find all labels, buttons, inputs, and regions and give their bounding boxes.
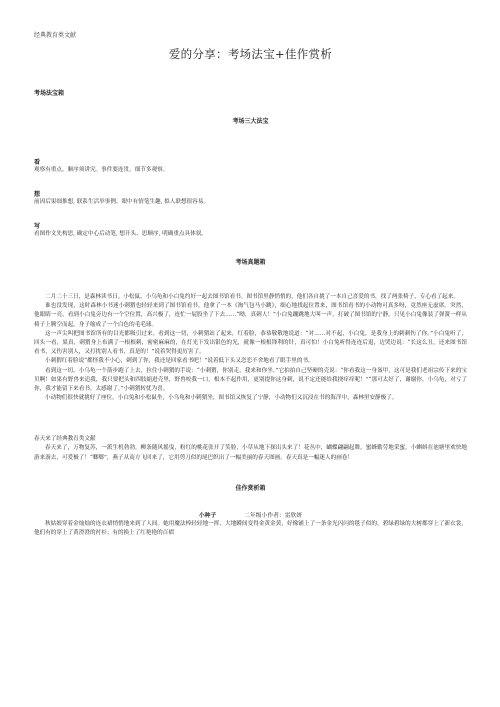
tip-text: 前因后果细推想, 联系生活举事例。眼中有情笔生趣, 拟人联想很容易。 [34,199,209,205]
tip-label: 想 [34,191,41,198]
tip-item-think [34,189,467,207]
tip-label: 写 [34,223,41,230]
showcase-paragraph: 秋姑娘穿着金灿灿的连衣裙悄悄地来到了人间。她用魔法棒轻轻地一挥，大地瞬间变得金黄金黄，好像铺上了一条金光闪闪的毯子似的。碧绿碧绿的大树都穿上了新衣裳，他们有的穿上了黄澄澄的衬衫；有的换上了红艳艳的百褶 [34,520,467,537]
tip-item-write [34,221,467,239]
section-heading-exam-tips: 考场法宝箱 [34,90,65,97]
story-paragraph: 小刺猬红着脸说“都怪我不小心，刺到了你，我还是回家看书吧！”说着低下头又恋恋不舍地看了眼手里的书。 [45,358,314,365]
tip-label: 看 [34,159,41,166]
story-paragraph: 二月二十三日，是森林读书日。小松鼠、小乌龟和小白兔约好一起去图书馆看书。图书馆里静悄悄的，他们各自挑了一本自己喜爱的书，找了两张椅子，专心看了起来。 [45,294,459,300]
document-header: 经典教育类文献 [34,32,77,39]
story-paragraph: 谁也没发现，这时森林小书迷小刺猬也轻轻来到了图书馆看书。他拿了一本《淘气包马小跳》，细心地找起位置来，图书馆看书的小动物可真多呀，竟然座无虚席。突然，他眼睛一亮，看到小白兔旁边有一个空位置，高兴极了，连忙一屁股坐了下去……“呦，真刺人！”小白兔蹦跳地大叫一声，打破了图书馆的宁静。只见小白兔像装了弹簧一样从椅子上腾空而起，身子缩成了一个白色的毛毛球。 [34,303,467,328]
story-paragraph: 这一声尖叫把图书馆所有的目光都吸引过来。看到这一切，小刺猬站了起来，红着脸，恭恭敬敬地说道：“对……对不起，小白兔，是我身上的刺刺伤了你。”小白兔听了，回头一看，果真，刺猬身上布满了一根根刺，密密麻麻的，在灯光下发出银色的光，就像一根根锋利的针，真可怕！小白兔听得连连后退，边哭边说：“长这么丑，还来图书馆看书，又伤害别人，又打扰别人看书，真是的！”说着哭得更厉害了。 [34,330,467,356]
tip-text: 看图作文先构思, 确定中心后动笔, 想开头、思顺序, 明确重点具体叙。 [34,231,207,237]
section-heading-real-questions: 考场真题箱 [235,259,266,266]
spring-paragraph: 春天来了，万物复苏，一派生机勃勃。柳条随风摇曳，粉红的桃花张开了笑脸，小草从地下探出头来了！花丛中，蝴蝶翩翩起舞，蜜蜂勤劳地采蜜。小蝌蚪在池塘里欢快地游来游去，可爱极了！“啷啷”，燕子从南方飞回来了，它用剪刀似的尾巴织出了一幅美丽的春天图画。春天真是一幅迷人的画卷！ [34,445,467,461]
tip-text: 观察有重点，顺序须讲究。事件要连贯，细节多观察。 [34,167,169,173]
story-title: 小种子 [198,512,217,519]
spring-header: 春天来了经典教育类文献 [34,436,96,443]
story-library [34,293,467,403]
story-author: 二年级小作者：雷欣妍 [244,512,303,519]
story-paragraph: 小动物们很快就挑好了座位，小白兔和小松鼠坐，小乌龟和小刺猬坐，图书馆又恢复了宁静，小动物们又沉浸在书的海洋中，森林里安静极了。 [45,395,398,402]
story-byline [34,510,467,519]
section-heading-showcase: 佳作赏析箱 [235,484,266,492]
subheading-three-tips: 考场三大法宝 [232,118,269,125]
story-paragraph: 看到这一切，小乌龟一个箭步跑了上去，拉住小刺猬的手说：“小刺猬，你别走，我来和你坐。”它拍拍自己坚硬的壳说：“你看我这一身盔甲，这可是我们老祖宗传下来的宝贝啊！如果有野兽来追我，我只要把头和四肢缩进壳里，野兽咬我一口，根本不起作用，更别提你这身刺，说不定还能给我挠痒痒呢！”“那可太好了，谢谢你，小乌龟，对亏了你，我才能留下来看书，太感谢了。”小刺猬转忧为喜。 [34,367,467,393]
spring-section [34,435,467,462]
document-title: 爱的分享：考场法宝+佳作赏析 [168,47,333,61]
tip-item-look [34,157,467,175]
